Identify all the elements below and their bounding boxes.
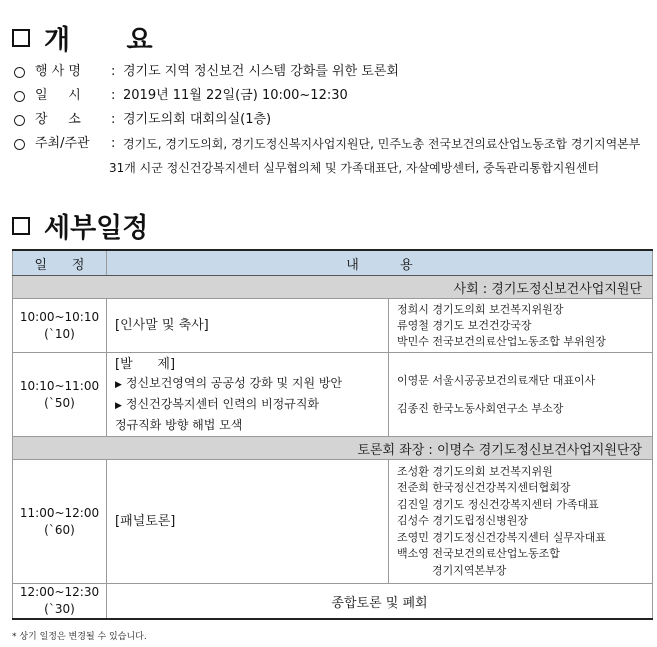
speaker: 김진일 경기도 정신건강복지센터 가족대표: [397, 497, 599, 511]
speaker: 김종진 한국노동사회연구소 부소장: [397, 401, 564, 415]
speaker: 전준희 한국정신건강복지센터협회장: [397, 481, 571, 495]
circle-bullet-icon: [14, 139, 25, 150]
session-title: [패널토론]: [107, 460, 389, 584]
speaker-continued: 경기지역본부장: [397, 563, 507, 577]
time-range: 10:00~10:10: [19, 309, 100, 324]
overview-label: 일 시: [35, 88, 81, 103]
overview-item-event: [12, 62, 652, 86]
table-header-row: [13, 250, 653, 276]
table-row: [13, 460, 653, 584]
time-range: 12:00~12:30: [19, 585, 100, 599]
square-icon: [12, 217, 30, 235]
duration: (`60): [44, 522, 75, 537]
circle-bullet-icon: [14, 91, 25, 102]
header-time: 일 정: [13, 250, 107, 276]
speaker: 이영문 서울시공공보건의료재단 대표이사: [397, 373, 596, 387]
overview-value: 경기도 지역 정신보건 시스템 강화를 위한 토론회: [123, 64, 399, 79]
speaker: 조성환 경기도의회 보건복지위원: [397, 464, 553, 478]
speaker: 류영철 경기도 보건건강국장: [397, 318, 532, 332]
header-content: 내 용: [107, 250, 653, 276]
colon: :: [111, 64, 116, 79]
speaker: 조영민 경기도정신건강복지센터 실무자대표: [397, 530, 606, 544]
speaker: 박민수 전국보건의료산업노동조합 부위원장: [397, 334, 606, 348]
table-row: [13, 584, 653, 620]
table-row: [13, 299, 653, 353]
schedule-table: [12, 249, 653, 620]
presentation-title: 정신건강복지센터 인력의 비정규직화: [125, 396, 320, 411]
overview-value-continued: 31개 시군 정신건강복지센터 실무협의체 및 가족대표단, 자살예방센터, 중독관리통합지원센터: [109, 161, 600, 175]
overview-item-venue: [12, 110, 652, 134]
speaker-list: [389, 460, 653, 584]
section-title: 세부일정: [44, 213, 149, 244]
session-title: 종합토론 및 폐회: [107, 584, 653, 620]
overview-item-host: [12, 134, 652, 158]
session-content: [107, 353, 389, 437]
speaker: 정희시 경기도의회 보건복지위원장: [397, 302, 564, 316]
presentation-item: [115, 374, 388, 395]
circle-bullet-icon: [14, 115, 25, 126]
chair-text: 토론회 좌장 : 이명수 경기도정신보건사업지원단장: [13, 437, 653, 460]
colon: :: [111, 136, 116, 151]
section-heading-overview: [12, 18, 153, 57]
time-cell: [13, 584, 107, 620]
overview-list: [12, 62, 652, 182]
overview-label: 행 사 명: [35, 64, 81, 79]
duration: (`50): [44, 395, 75, 410]
time-range: 11:00~12:00: [19, 505, 100, 520]
overview-value: 2019년 11월 22일(금) 10:00~12:30: [123, 88, 348, 103]
overview-value: 경기도의회 대회의실(1층): [123, 112, 272, 127]
triangle-bullet-icon: ▶: [115, 400, 122, 411]
chair-band: [13, 437, 653, 460]
time-cell: [13, 299, 107, 353]
session-title: [인사말 및 축사]: [107, 299, 389, 353]
time-range: 10:10~11:00: [19, 378, 100, 393]
overview-item-date: [12, 86, 652, 110]
presentation-item: [115, 395, 388, 416]
duration: (`10): [44, 326, 75, 341]
moderator-text: 사회 : 경기도정신보건사업지원단: [13, 276, 653, 299]
overview-label: 주최/주관: [35, 136, 90, 151]
section-heading-schedule: [12, 206, 148, 245]
moderator-band: [13, 276, 653, 299]
speaker-list: [389, 353, 653, 437]
square-icon: [12, 29, 30, 47]
table-row: [13, 353, 653, 437]
time-cell: [13, 353, 107, 437]
speaker: 백소영 전국보건의료산업노동조합: [397, 547, 560, 561]
colon: :: [111, 88, 116, 103]
colon: :: [111, 112, 116, 127]
overview-label: 장 소: [35, 112, 81, 127]
session-title: [발 제]: [115, 356, 176, 372]
section-title: 개 요: [44, 25, 153, 56]
circle-bullet-icon: [14, 67, 25, 78]
speaker: 김성수 경기도립정신병원장: [397, 514, 529, 528]
time-cell: [13, 460, 107, 584]
duration: (`30): [44, 602, 75, 616]
presentation-title-continued: 정규직화 방향 해법 모색: [115, 417, 243, 432]
speaker-list: [389, 299, 653, 353]
overview-value: 경기도, 경기도의회, 경기도정신복지사업지원단, 민주노총 전국보건의료산업노동조합 경기지역본부: [123, 137, 641, 151]
triangle-bullet-icon: ▶: [115, 379, 122, 390]
presentation-title: 정신보건영역의 공공성 강화 및 지원 방안: [125, 375, 343, 390]
footnote: * 상기 일정은 변경될 수 있습니다.: [12, 632, 147, 642]
